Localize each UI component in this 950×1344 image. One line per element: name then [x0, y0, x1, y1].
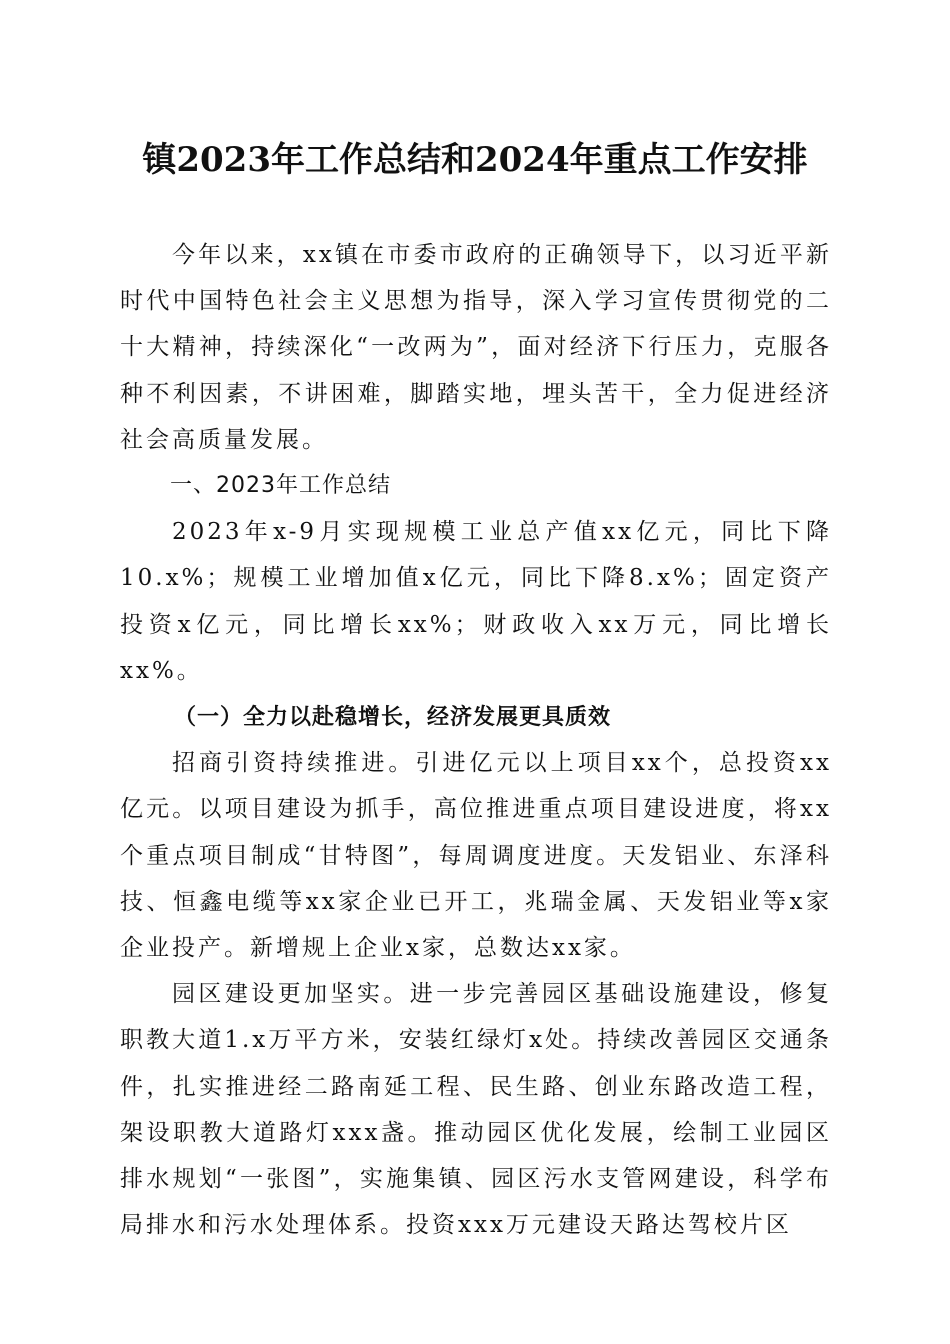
summary-paragraph: 2023年x-9月实现规模工业总产值xx亿元，同比下降10.x%；规模工业增加值x亿元，同比下降8.x%；固定资产投资x亿元，同比增长xx%；财政收入xx万元，同比增长xx%。 [120, 519, 832, 684]
section-heading-1: 一、2023年工作总结 [170, 473, 391, 499]
park-paragraph: 园区建设更加坚实。进一步完善园区基础设施建设，修复职教大道1.x万平方米，安装红绿灯x处。持续改善园区交通条件，扎实推进经二路南延工程、民生路、创业东路改造工程，架设职教大道路灯xxx盏。推动园区优化发展，绘制工业园区排水规划“一张图”，实施集镇、园区污水支管网建设，科学布局排水和污水处理体系。投资xxx万元建设天路达驾校片区 [120, 981, 832, 1239]
intro-paragraph: 今年以来，xx镇在市委市政府的正确领导下，以习近平新时代中国特色社会主义思想为指导，深入学习宣传贯彻党的二十大精神，持续深化“一改两为”，面对经济下行压力，克服各种不利因素，不讲困难，脚踏实地，埋头苦干，全力促进经济社会高质量发展。 [120, 242, 832, 453]
document-title: 镇2023年工作总结和2024年重点工作安排 [142, 140, 808, 180]
subsection-heading-1: （一）全力以赴稳增长，经济发展更具质效 [174, 704, 612, 731]
document-body [120, 232, 832, 1248]
investment-paragraph: 招商引资持续推进。引进亿元以上项目xx个，总投资xx亿元。以项目建设为抓手，高位推进重点项目建设进度，将xx个重点项目制成“甘特图”，每周调度进度。天发铝业、东泽科技、恒鑫电缆等xx家企业已开工，兆瑞金属、天发铝业等x家企业投产。新增规上企业x家，总数达xx家。 [120, 750, 832, 962]
